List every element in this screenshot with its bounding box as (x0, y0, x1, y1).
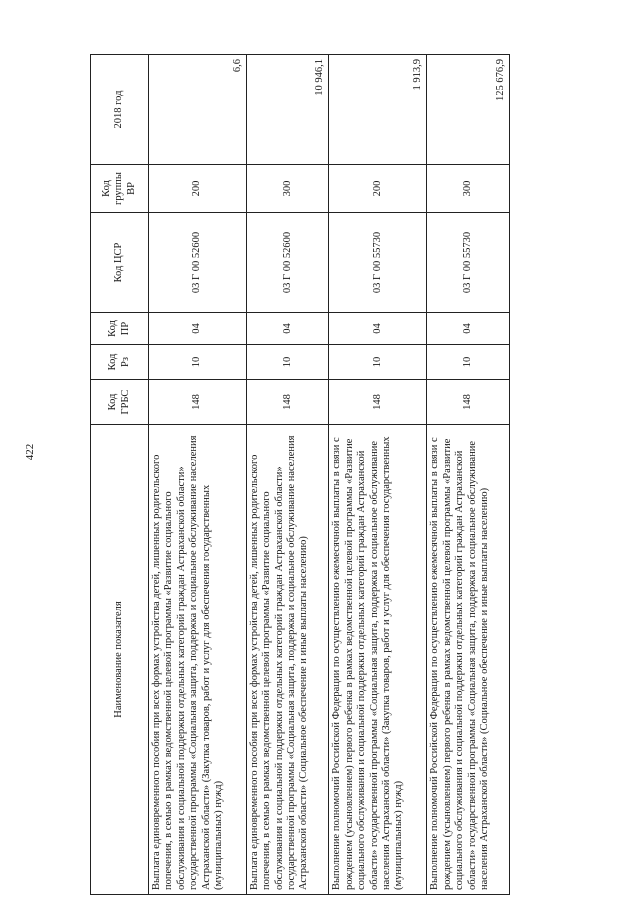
row-vr: 300 (427, 165, 510, 213)
row-amount: 1 913,9 (329, 55, 427, 165)
row-name: Выполнение полномочий Российской Федерации по осуществлению ежемесячной выплаты в связи с рождением (усыновлением) первого ребенка в рамках ведомственной целевой программы «Развитие социального обслуживания и социальной поддержки отдельных категорий граждан Астраханской области» государственной программы «Социальная защита, поддержка и социальное обслуживание населения Астраханской области» (Закупка товаров, работ и услуг для обеспечения государственных (муниципальных) нужд) (329, 425, 427, 895)
table-row (427, 55, 510, 895)
table-row (149, 55, 247, 895)
table-row (246, 55, 329, 895)
row-name: Выполнение полномочий Российской Федерации по осуществлению ежемесячной выплаты в связи с рождением (усыновлением) первого ребенка в рамках ведомственной целевой программы «Развитие социального обслуживания и социальной поддержки отдельных категорий граждан Астраханской области» государственной программы «Социальная защита, поддержка и социальное обслуживание населения Астраханской области» (Социальное обеспечение и иные выплаты населению) (427, 425, 510, 895)
row-csr: 03 Г 00 55730 (427, 213, 510, 313)
row-pr: 04 (329, 313, 427, 345)
row-amount: 125 676,9 (427, 55, 510, 165)
header-year: 2018 год (91, 55, 149, 165)
row-rz: 10 (329, 345, 427, 380)
header-grbs: Код ГРБС (91, 380, 149, 425)
header-csr: Код ЦСР (91, 213, 149, 313)
row-rz: 10 (427, 345, 510, 380)
row-amount: 6,6 (149, 55, 247, 165)
row-grbs: 148 (427, 380, 510, 425)
table-row (329, 55, 427, 895)
row-vr: 200 (329, 165, 427, 213)
row-pr: 04 (427, 313, 510, 345)
row-csr: 03 Г 00 52600 (149, 213, 247, 313)
row-name: Выплата единовременного пособия при всех формах устройства детей, лишенных родительского попечения, в семью в рамках ведомственной целевой программы «Развитие социального обслуживания и социальной поддержки отдельных категорий граждан Астраханской области» государственной программы «Социальная защита, поддержка и социальное обслуживание населения Астраханской области» (Социальное обеспечение и иные выплаты населению) (246, 425, 329, 895)
row-name: Выплата единовременного пособия при всех формах устройства детей, лишенных родительского попечения, в семью в рамках ведомственной целевой программы «Развитие социального обслуживания и социальной поддержки отдельных категорий граждан Астраханской области» государственной программы «Социальная защита, поддержка и социальное обслуживание населения Астраханской области» (Закупка товаров, работ и услуг для обеспечения государственных (муниципальных) нужд) (149, 425, 247, 895)
header-vr: Код группы ВР (91, 165, 149, 213)
row-amount: 10 946,1 (246, 55, 329, 165)
page-number: 422 (24, 443, 36, 461)
budget-table (90, 54, 510, 895)
row-csr: 03 Г 00 52600 (246, 213, 329, 313)
row-grbs: 148 (149, 380, 247, 425)
row-rz: 10 (246, 345, 329, 380)
header-pr: Код ПР (91, 313, 149, 345)
header-name: Наименование показателя (91, 425, 149, 895)
row-vr: 300 (246, 165, 329, 213)
row-rz: 10 (149, 345, 247, 380)
table-header-row (91, 55, 149, 895)
row-vr: 200 (149, 165, 247, 213)
header-rz: Код Рз (91, 345, 149, 380)
row-grbs: 148 (246, 380, 329, 425)
row-csr: 03 Г 00 55730 (329, 213, 427, 313)
row-grbs: 148 (329, 380, 427, 425)
row-pr: 04 (149, 313, 247, 345)
row-pr: 04 (246, 313, 329, 345)
rotated-table-wrapper (90, 55, 510, 895)
table-sheet (90, 55, 510, 895)
